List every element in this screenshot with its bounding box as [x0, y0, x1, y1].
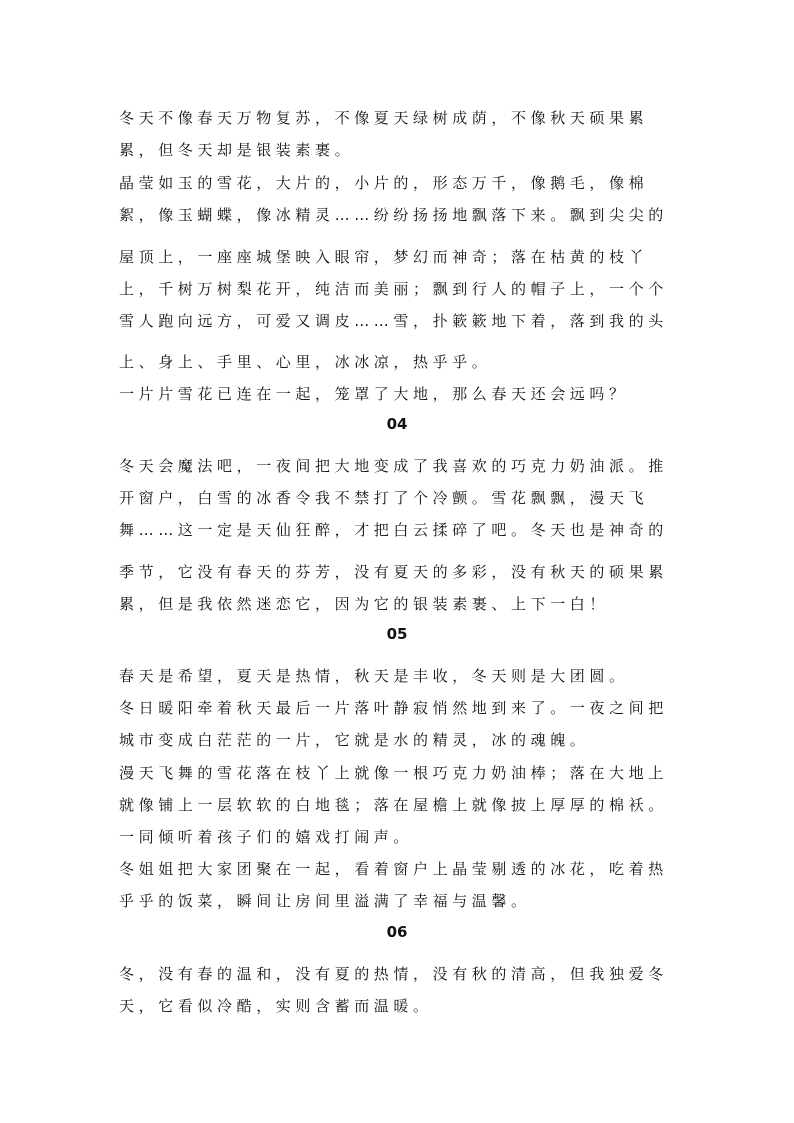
section-heading: 04: [386, 415, 408, 433]
paragraph-line: 冬天不像春天万物复苏，不像夏天绿树成荫，不像秋天硕果累: [119, 109, 649, 127]
paragraph-line: 城市变成白茫茫的一片，它就是水的精灵，冰的魂魄。: [119, 731, 590, 749]
paragraph-line: 晶莹如玉的雪花，大片的，小片的，形态万千，像鹅毛，像棉: [119, 174, 649, 192]
paragraph-line: 冬姐姐把大家团聚在一起，看着窗户上晶莹剔透的冰花，吃着热: [119, 860, 668, 878]
paragraph-line: 漫天飞舞的雪花落在枝丫上就像一根巧克力奶油棒；落在大地上: [119, 764, 668, 782]
section-heading: 06: [386, 923, 408, 941]
paragraph-line: 乎乎的饭菜，瞬间让房间里溢满了幸福与温馨。: [119, 892, 531, 910]
paragraph-line: 开窗户，白雪的冰香令我不禁打了个冷颤。雪花飘飘，漫天飞: [119, 489, 649, 507]
paragraph-line: 上、身上、手里、心里，冰冰凉，热乎乎。: [119, 353, 492, 371]
paragraph-line: 季节，它没有春天的芬芳，没有夏天的多彩，没有秋天的硕果累: [119, 563, 668, 581]
paragraph-line: 冬天会魔法吧，一夜间把大地变成了我喜欢的巧克力奶油派。推: [119, 457, 668, 475]
paragraph-line: 春天是希望，夏天是热情，秋天是丰收，冬天则是大团圆。: [119, 667, 629, 685]
paragraph-line: 累，但是我依然迷恋它，因为它的银装素裹、上下一白！: [119, 595, 610, 613]
paragraph-line: 舞……这一定是天仙狂醉，才把白云揉碎了吧。冬天也是神奇的: [119, 521, 668, 539]
paragraph-line: 一片片雪花已连在一起，笼罩了大地，那么春天还会远吗？: [119, 385, 629, 403]
paragraph-line: 上，千树万树梨花开，纯洁而美丽；飘到行人的帽子上，一个个: [119, 280, 668, 298]
paragraph-line: 就像铺上一层软软的白地毯；落在屋檐上就像披上厚厚的棉袄。: [119, 796, 668, 814]
paragraph-line: 一同倾听着孩子们的嬉戏打闹声。: [119, 828, 414, 846]
paragraph-line: 冬，没有春的温和，没有夏的热情，没有秋的清高，但我独爱冬: [119, 965, 668, 983]
paragraph-line: 冬日暖阳牵着秋天最后一片落叶静寂悄然地到来了。一夜之间把: [119, 699, 668, 717]
paragraph-line: 雪人跑向远方，可爱又调皮……雪，扑簌簌地下着，落到我的头: [119, 312, 668, 330]
paragraph-line: 絮，像玉蝴蝶，像冰精灵……纷纷扬扬地飘落下来。飘到尖尖的: [119, 206, 668, 224]
section-heading: 05: [386, 625, 408, 643]
paragraph-line: 屋顶上，一座座城堡映入眼帘，梦幻而神奇；落在枯黄的枝丫: [119, 248, 649, 266]
paragraph-line: 累，但冬天却是银装素裹。: [119, 141, 355, 159]
paragraph-line: 天，它看似冷酷，实则含蓄而温暖。: [119, 997, 433, 1015]
